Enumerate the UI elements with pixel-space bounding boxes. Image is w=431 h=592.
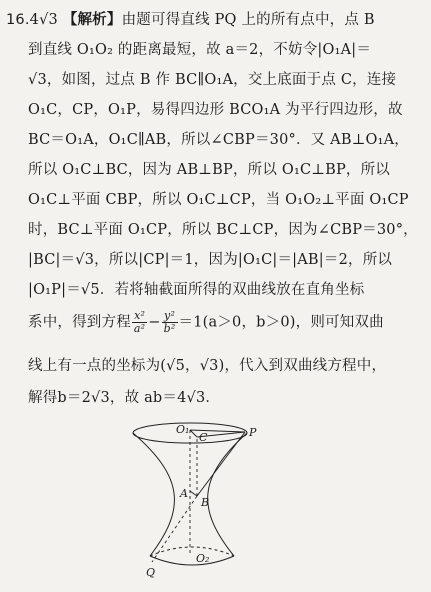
solution-line-6: 所以 O₁C⊥BC，因为 AB⊥BP，所以 O₁C⊥BP，所以: [28, 162, 390, 178]
solution-line-7: O₁C⊥平面 CBP，所以 O₁C⊥CP，当 O₁O₂⊥平面 O₁CP: [28, 192, 409, 208]
label-a: A: [180, 487, 188, 500]
fraction-y-numerator: y²: [162, 310, 178, 323]
equation-minus: −: [148, 314, 161, 331]
question-number: 16.: [6, 12, 30, 28]
label-p: P: [249, 426, 257, 439]
equation-suffix: ＝1(a＞0，b＞0)，则可知双曲: [178, 314, 384, 331]
segment-o1-c: [190, 430, 197, 437]
solution-line-10: |O₁P|＝√5．若将轴截面所得的双曲线放在直角坐标: [28, 282, 365, 298]
solution-line-2: 到直线 O₁O₂ 的距离最短，故 a＝2，不妨令|O₁A|＝: [28, 42, 372, 58]
fraction-x-numerator: x²: [132, 310, 147, 323]
solution-line-5: BC＝O₁A，O₁C∥AB，所以∠CBP＝30°．又 AB⊥O₁A，: [28, 132, 410, 148]
right-hyperbola-curve: [208, 433, 247, 556]
label-b: B: [201, 496, 210, 509]
solution-line-13: 解得b＝2√3，故 ab＝4√3．: [28, 390, 221, 406]
answer-value: 4√3: [29, 12, 58, 28]
solution-line-9: |BC|＝√3，所以|CP|＝1，因为|O₁C|＝|AB|＝2，所以: [28, 252, 393, 268]
label-q: Q: [146, 566, 156, 579]
analysis-tag: 【解析】: [62, 12, 122, 28]
bottom-base-back: [150, 547, 234, 556]
fraction-x-denominator: a²: [133, 322, 146, 335]
solution-line-8: 时，BC⊥平面 O₁CP，所以 BC⊥CP，因为∠CBP＝30°，: [28, 222, 418, 238]
label-o2: O₂: [196, 552, 210, 565]
segment-a-b: [190, 491, 197, 496]
bottom-base-front: [150, 556, 234, 565]
solution-line-3: √3，如图，过点 B 作 BC∥O₁A，交上底面于点 C，连接: [28, 72, 397, 88]
label-o1: O₁: [176, 423, 190, 436]
solution-text: 由题可得直线 PQ 上的所有点中，点 B: [121, 12, 375, 28]
equation-prefix: 系中，得到方程: [28, 314, 131, 331]
solution-line-12: 线上有一点的坐标为(√5，√3)，代入到双曲线方程中，: [28, 358, 387, 374]
fraction-y-denominator: b²: [163, 322, 176, 335]
label-c: C: [199, 431, 208, 444]
solution-line-4: O₁C，CP，O₁P，易得四边形 BCO₁A 为平行四边形，故: [28, 102, 403, 118]
